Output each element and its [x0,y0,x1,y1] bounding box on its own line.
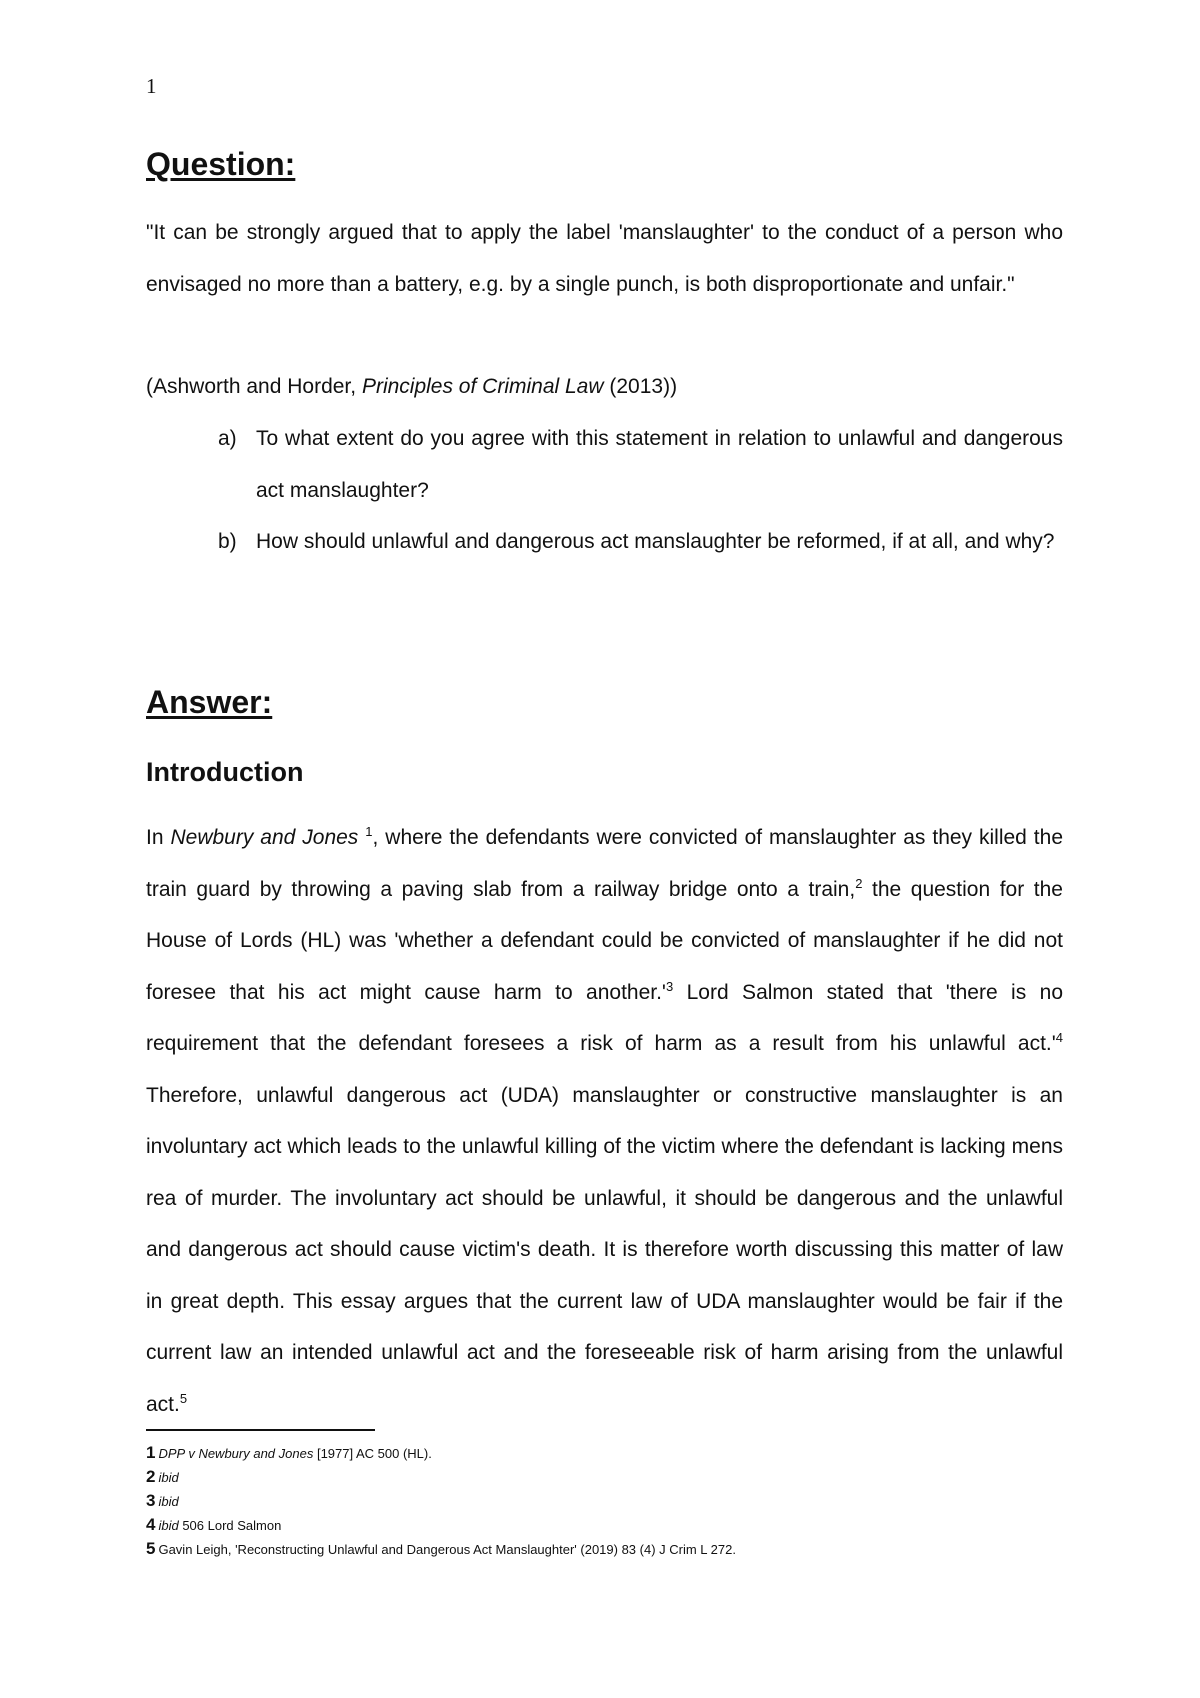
citation-open: (Ashworth and Horder, [146,375,362,398]
list-marker: b) [218,530,237,553]
introduction-heading: Introduction [146,757,304,787]
introduction-paragraph [146,812,1063,1430]
citation-close: (2013)) [603,375,678,398]
question-part-b [218,516,1063,568]
footnote-text: [1977] AC 500 (HL). [313,1446,432,1461]
footnote-ref[interactable]: 5 [179,1390,188,1406]
footnote-italic: ibid [158,1470,179,1485]
footnote-text: Gavin Leigh, 'Reconstructing Unlawful and Dangerous Act Manslaughter' (2019) 83 (4) J Crim L 272. [158,1542,736,1557]
question-part-text: How should unlawful and dangerous act manslaughter be reformed, if at all, and why? [256,530,1055,553]
citation-book-title: Principles of Criminal Law [361,375,604,398]
question-quote: "It can be strongly argued that to apply the label 'manslaughter' to the conduct of a person who envisaged no more than a battery, e.g. by a single punch, is both disproportionate and unfair." [146,221,1063,296]
footnote-ref[interactable]: 4 [1055,1030,1063,1045]
answer-heading: Answer: [146,684,273,720]
footnote-ref[interactable]: 3 [665,978,674,994]
question-heading: Question: [146,146,296,182]
footnote [146,1537,1063,1561]
footnote-ref[interactable]: 2 [855,875,863,891]
footnote [146,1489,1063,1513]
footnote [146,1441,1063,1465]
page-number: 1 [146,74,157,98]
footnote-text: 506 Lord Salmon [178,1518,282,1533]
intro-text: Lord Salmon stated that 'there is no requirement that the defendant foresees a risk of harm as a result from his unlawful act.' [146,980,1063,1055]
intro-text: Therefore, unlawful dangerous act (UDA) manslaughter or constructive manslaughter is an involuntary act which leads to the unlawful killing of the victim where the defendant is lacking mens rea of murder. The involuntary act should be unlawful, it should be dangerous and the unlawful and dangerous act should cause victim's death. It is therefore worth discussing this matter of law in great depth. This essay argues that the current law of UDA manslaughter would be fair if the current law an intended unlawful act and the foreseeable risk of harm arising from the unlawful act. [146,1083,1063,1416]
footnote-number: 4 [146,1515,156,1534]
footnote-number: 2 [146,1467,156,1486]
footnote-number: 5 [146,1539,156,1558]
footnote-number: 3 [146,1491,156,1510]
footnote [146,1513,1063,1537]
footnotes [146,1441,1063,1561]
intro-text: the question for the House of Lords (HL) was 'whether a defendant could be convicted of manslaughter if he did not foresee that his act might cause harm to another.' [146,877,1063,1004]
question-part-text: To what extent do you agree with this statement in relation to unlawful and dangerous act manslaughter? [256,427,1063,502]
footnote-italic: ibid [158,1518,179,1533]
footnote [146,1465,1063,1489]
footnote-ref[interactable]: 1 [365,824,373,839]
footnote-number: 1 [146,1443,156,1462]
question-citation [146,375,677,399]
footnote-separator [146,1429,375,1431]
intro-text: , where the defendants were convicted of manslaughter as they killed the train guard by throwing a paving slab from a railway bridge onto a train, [146,826,1063,901]
case-name: Newbury and Jones [170,826,359,849]
question-part-a [218,413,1063,516]
intro-text: In [146,826,171,849]
footnote-italic: DPP v Newbury and Jones [158,1446,314,1461]
list-marker: a) [218,427,237,450]
footnote-italic: ibid [158,1494,179,1509]
